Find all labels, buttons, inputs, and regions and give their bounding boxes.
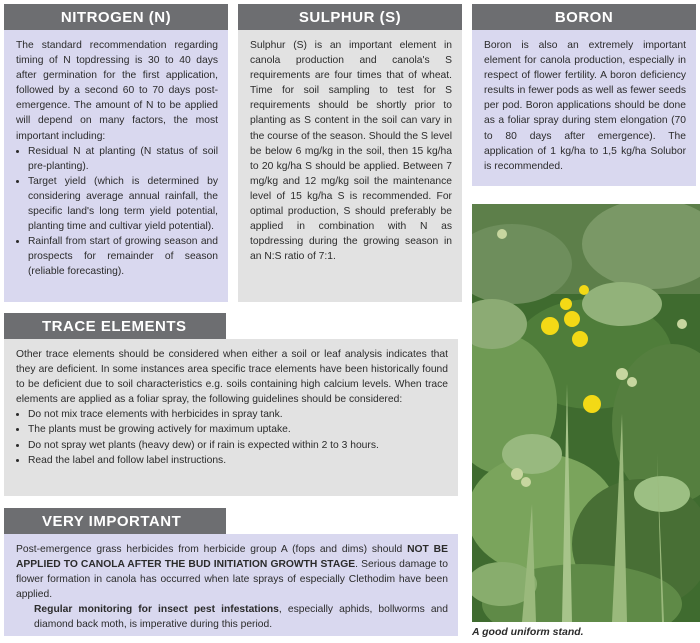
- important-p1-end: . Serious damage to flower formation in canola has occurred when late sprays of especially Clethodim have been applied.: [16, 559, 449, 601]
- trace-bullet: • The plants must be growing actively for maximum uptake.: [28, 422, 448, 437]
- important-header: [4, 508, 226, 534]
- sulphur-title: SULPHUR (S): [298, 8, 402, 26]
- important-paragraph-2: [16, 602, 448, 632]
- trace-list: [16, 407, 448, 467]
- trace-panel: [4, 339, 458, 496]
- sulphur-panel: [238, 30, 462, 302]
- important-panel: [4, 534, 458, 636]
- boron-panel: [472, 30, 696, 186]
- nitrogen-bullet: • Target yield (which is determined by considering average annual rainfall, the specific land's long term yield potential, planting time and cultivar yield potential).: [28, 174, 218, 234]
- important-title: VERY IMPORTANT: [42, 512, 182, 530]
- important-p1-start: Post-emergence grass herbicides from herbicide group A (fops and dims) should: [16, 544, 408, 555]
- nitrogen-panel: [4, 30, 228, 302]
- sulphur-body: Sulphur (S) is an important element in canola production and canola's S requirements are four times that of wheat. Time for soil sampling to test for S requirements should be shortly prior to planting as S content in the soil can vary in the course of the season. Should the S level be below 6 mg/kg in the soil, then 15 kg/ha to 20 kg/ha S should be applied. Between 7 mg/kg and 12 mg/kg soil the maintenance level of 15 kg/ha S is recommended. For optimal production, S should preferably be applied in combination with N as topdressing during the growing season in an N:S ratio of 7:1.: [250, 40, 452, 263]
- photo-caption: A good uniform stand.: [472, 626, 584, 638]
- trace-bullet: • Do not spray wet plants (heavy dew) or if rain is expected within 2 to 3 hours.: [28, 438, 448, 453]
- sulphur-header: [238, 4, 462, 30]
- trace-bullet: • Do not mix trace elements with herbicides in spray tank.: [28, 407, 448, 422]
- canola-field-photo: [472, 204, 700, 622]
- important-p2-end: , especially aphids, bollworms and diamond back moth, is imperative during this period.: [34, 604, 448, 631]
- boron-title: BORON: [554, 8, 614, 26]
- nitrogen-header: [4, 4, 228, 30]
- boron-header: [472, 4, 696, 30]
- trace-bullet: • Read the label and follow label instructions.: [28, 453, 448, 468]
- nitrogen-list: [16, 144, 218, 280]
- trace-header: [4, 313, 226, 339]
- nitrogen-title: NITROGEN (N): [60, 8, 172, 26]
- nitrogen-bullet: • Rainfall from start of growing season and prospects for remainder of season (reliable forecasting).: [28, 234, 218, 279]
- nitrogen-intro: The standard recommendation regarding timing of N topdressing is 30 to 40 days after germination for the first application, followed by a second 60 to 70 days post-emergence. The amount of N to be applied will depend on many factors, the most important including:: [16, 40, 218, 142]
- important-p2-bold: Regular monitoring for insect pest infestations: [34, 604, 279, 616]
- trace-intro: Other trace elements should be considered when either a soil or leaf analysis indicates that they are deficient. In some instances area specific trace elements have been historically found to be deficient due to soil characteristics e.g. soils containing high calcium levels. When trace elements are applied as a foliar spray, the following guidelines should be considered:: [16, 349, 448, 406]
- important-p1-bold: NOT BE APPLIED TO CANOLA AFTER THE BUD INITIATION GROWTH STAGE: [16, 544, 448, 571]
- nitrogen-bullet: • Residual N at planting (N status of soil pre-planting).: [28, 144, 218, 174]
- important-paragraph-1: [16, 542, 448, 602]
- boron-body: Boron is also an extremely important element for canola production, especially in respect of flower fertility. A boron deficiency results in fewer pods as well as fewer seeds per pod. Boron applications should be done as a foliar spray during stem elongation (70 to 80 days after emergence). The application of 1 kg/ha to 1,5 kg/ha Solubor is recommended.: [484, 40, 686, 172]
- canola-plants-image: [472, 204, 700, 622]
- trace-title: TRACE ELEMENTS: [42, 317, 187, 335]
